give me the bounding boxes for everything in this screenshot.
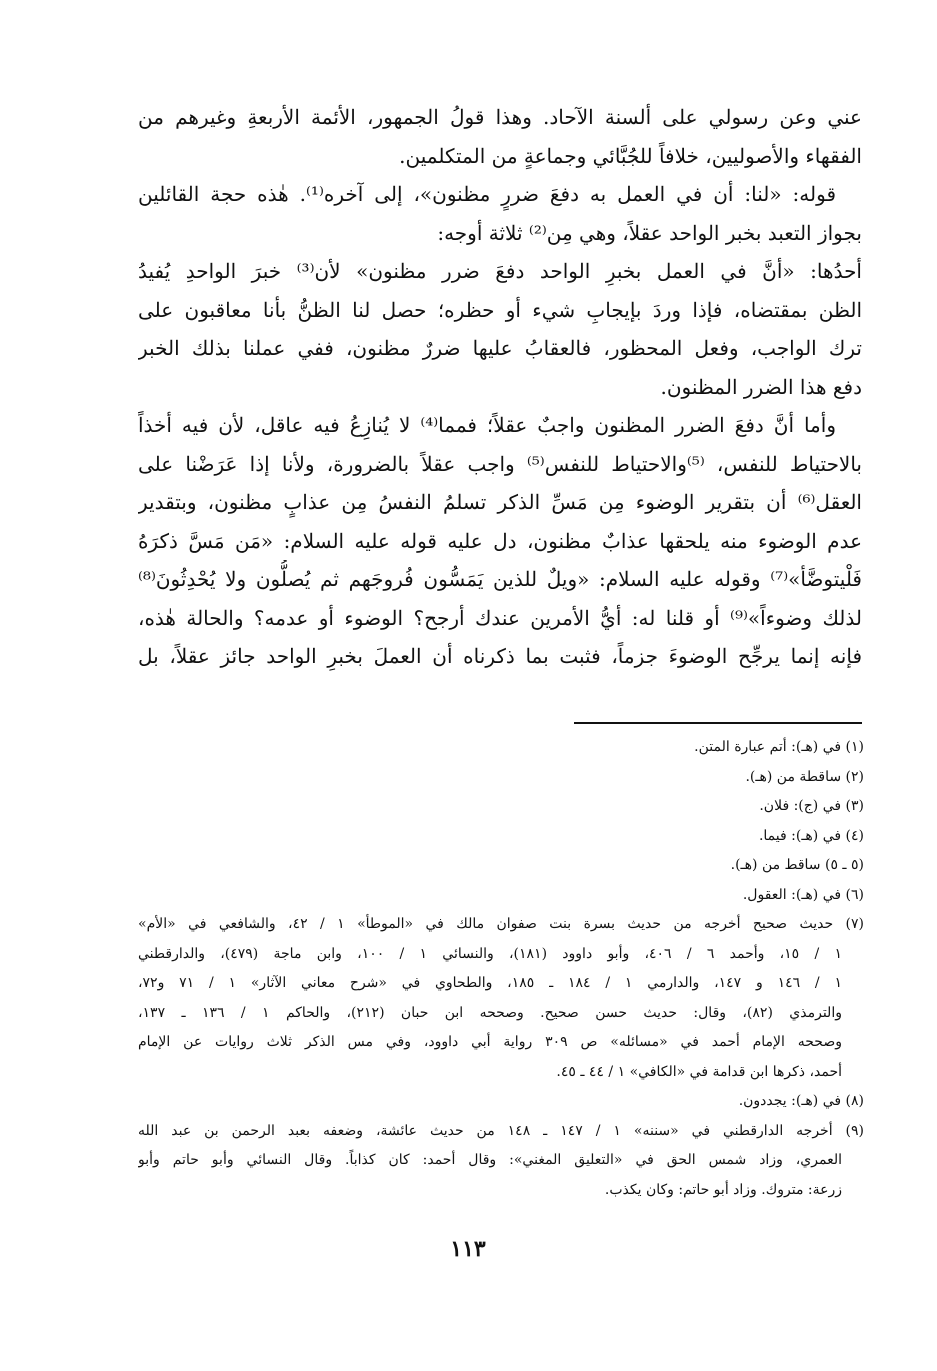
footnote-line: (٣) في (ج): فلان.: [759, 798, 864, 814]
footnote-line: ١ / ١٤٦ و ١٤٧، والدارمي ١ / ١٨٤ ـ ١٨٥، والطحاوي في «شرح معاني الآثار» ١ / ٧١ و٧٢،: [138, 975, 842, 991]
footnote-line: زرعة: متروك. وزاد أبو حاتم: وكان يكذب.: [604, 1181, 842, 1198]
footnote-line: (٨) في (هـ): يجددون.: [738, 1093, 864, 1109]
footnotes-block: [138, 733, 864, 1205]
page-number: ١١٣: [450, 1236, 486, 1262]
main-text-line: بالاحتياط للنفس، ⁽⁵⁾والاحتياط للنفس⁽⁵⁾ واجب عقلاً بالضرورة، ولأنا إذا عَرَضْنا على: [138, 451, 862, 476]
main-text-line: عدم الوضوء منه يلحقها عذابٌ مظنون، دل عليه قوله عليه السلام: «مَن مَسَّ ذكرَهُ: [138, 528, 862, 553]
main-text-line: وأما أنَّ دفعَ الضرر المظنون واجبٌ عقلاً؛ فمما⁽⁴⁾ لا يُنازِعُ فيه عاقل، لأن فيه أخذاً: [138, 413, 836, 437]
footnote-line: (٥ ـ ٥) ساقط من (هـ).: [730, 857, 864, 873]
footnote-line: أحمد، ذكرها ابن قدامة في «الكافي» ١ / ٤٤ ـ ٤٥.: [556, 1063, 842, 1080]
footnote-separator-rule: [574, 722, 862, 724]
main-text-line: الفقهاء والأصوليين، خلافاً للجُبَّائي وجماعةٍ من المتكلمين.: [399, 143, 862, 168]
footnote-line: (٩) أخرجه الدارقطني في «سننه» ١ / ١٤٧ ـ ١٤٨ من حديث عائشة، وضعفه بعبد الرحمن بن عبد الله: [138, 1122, 864, 1139]
main-text-line: عني وعن رسولي على ألسنة الآحاد. وهذا قولُ الجمهور، الأئمة الأربعةِ وغيرهم من: [138, 105, 862, 129]
footnote-line: والترمذي (٨٢)، وقال: حديث حسن صحيح. وصححه ابن حبان (٢١٢)، والحاكم ١ / ١٣٦ ـ ١٣٧،: [138, 1004, 842, 1021]
footnote-line: (٦) في (هـ): العقول.: [742, 886, 864, 903]
footnote-line: (٧) حديث صحيح أخرجه من حديث بسرة بنت صفوان مالك في «الموطأ» ١ / ٤٢، والشافعي في «الأم»: [138, 916, 864, 932]
main-text-block: [138, 98, 862, 676]
main-text-line: لذلك وضوءاً»⁽⁹⁾ أو قلنا له: أيُّ الأمرين عندك أرجح؟ الوضوء أو عدمه؟ والحالة هٰذه،: [138, 605, 862, 630]
footnote-line: (١) في (هـ): أتم عبارة المتن.: [694, 739, 864, 755]
footnote-line: (٢) ساقطة من (هـ).: [745, 768, 864, 785]
main-text-line: بجواز التعبد بخبر الواحد عقلاً، وهي مِن⁽²⁾ ثلاثة أوجه:: [437, 220, 862, 245]
footnote-line: (٤) في (هـ): فيما.: [758, 827, 864, 844]
footnote-line: وصححه الإمام أحمد في «مسائله» ص ٣٠٩ رواية أبي داوود، وفي مس الذكر ثلاث روايات عن الإمام: [138, 1034, 842, 1050]
footnote-line: ١ / ١٥، وأحمد ٦ / ٤٠٦، وأبو داوود (١٨١)، والنسائي ١ / ١٠٠، وابن ماجة (٤٧٩)، والدارقطني: [138, 945, 842, 962]
main-text-line: دفع هذا الضرر المظنون.: [660, 374, 862, 399]
main-text-line: ترك الواجب، وفعل المحظور، فالعقابُ عليها ضررٌ مظنون، ففي عملنا بذلك الخبر: [138, 336, 862, 360]
main-text-line: العقل⁽⁶⁾ أن بتقرير الوضوء مِن مَسِّ الذكر تسلمُ النفسُ مِن عذابٍ مظنون، وبتقدير: [138, 490, 862, 514]
main-text-line: فإنه إنما يرجِّح الوضوءَ جزماً، فثبت بما ذكرناه أن العملَ بخبرِ الواحد جائز عقلاً، بل: [138, 644, 862, 668]
footnote-line: العمري، وزاد شمس الحق في «التعليق المغني»: وقال أحمد: كان كذاباً. وقال النسائي وأبو حاتم وأبو: [138, 1152, 842, 1168]
main-text-line: أحدُها: «أنَّ في العمل بخبرِ الواحد دفعَ ضرر مظنون» لأن⁽³⁾ خبرَ الواحدِ يُفيدُ: [138, 259, 862, 283]
main-text-line: الظن بمقتضاه، فإذا وردَ بإيجابِ شيء أو حظره؛ حصل لنا الظنُّ بأنا معاقبون على: [138, 297, 862, 322]
main-text-line: قوله: «لنا: أن في العمل به دفعَ ضررٍ مظنون»، إلى آخره⁽¹⁾. هٰذه حجة القائلين: [138, 182, 837, 206]
main-text-line: فَلْيتوضَّأ»⁽⁷⁾ وقوله عليه السلام: «ويلٌ للذين يَمَسُّون فُروجَهم ثم يُصلُّون ولا يُحْدِثُونَ⁽⁸⁾: [138, 567, 862, 591]
